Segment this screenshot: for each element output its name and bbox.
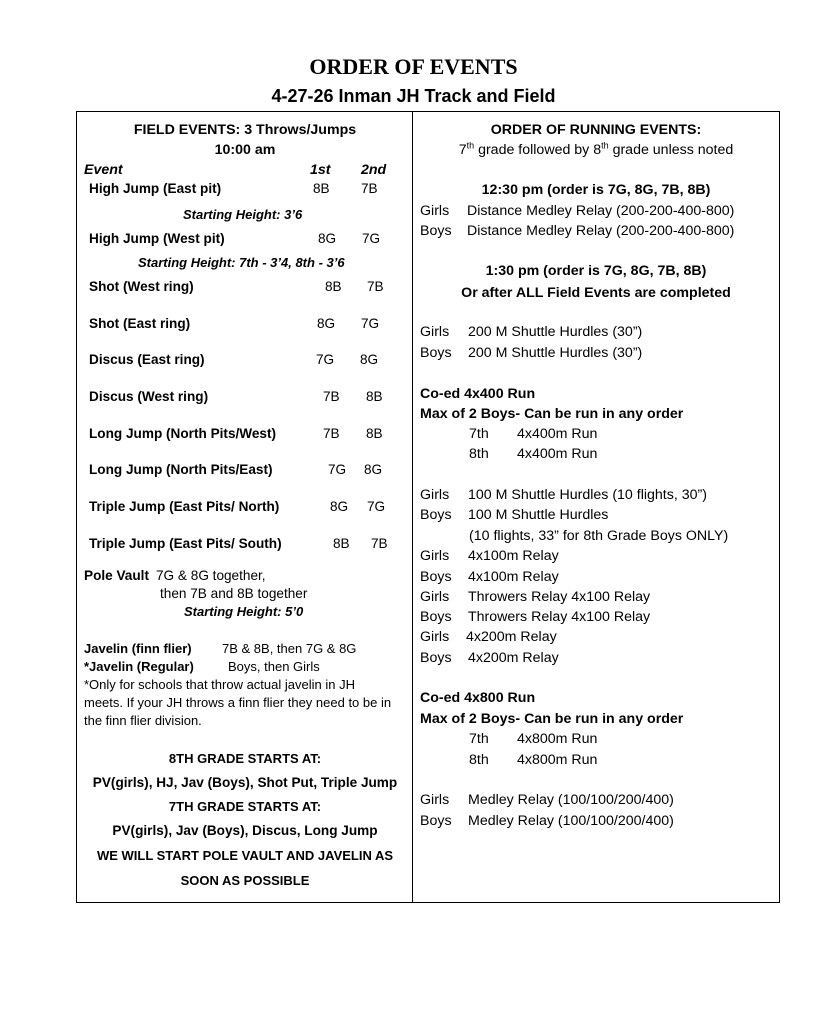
entry-event: 100 M Shuttle Hurdles [468, 507, 609, 523]
event-first: 8G [317, 316, 336, 331]
event-first: 8B [333, 536, 350, 551]
event-second: 7G [361, 316, 380, 331]
coed-4x400-title: Co-ed 4x400 Run [420, 386, 536, 402]
pole-vault-starting-height: Starting Height: 5’0 [184, 604, 304, 619]
entry-grade: 8th [469, 446, 489, 462]
coed-4x400-note: Max of 2 Boys- Can be run in any order [420, 406, 684, 422]
event-name: Discus (East ring) [89, 352, 205, 367]
entry-event: 4x400m Run [517, 446, 598, 462]
event-second: 8B [366, 426, 383, 441]
entry-who: Boys [420, 507, 452, 523]
event-second: 8G [360, 352, 379, 367]
event-first: 8B [313, 181, 330, 196]
entry-event: Medley Relay (100/100/200/400) [468, 813, 674, 829]
javelin-note: *Only for schools that throw actual javelin in JH [84, 677, 355, 692]
event-name: Discus (West ring) [89, 389, 209, 404]
entry-who: Boys [420, 813, 452, 829]
event-name: Long Jump (North Pits/East) [89, 462, 273, 477]
entry-who: Girls [420, 792, 450, 808]
entry-who: Girls [420, 589, 450, 605]
javelin-regular-order: Boys, then Girls [228, 659, 320, 674]
entry-who: Boys [420, 223, 452, 239]
entry-event: 200 M Shuttle Hurdles (30”) [468, 345, 643, 361]
coed-4x800-note: Max of 2 Boys- Can be run in any order [420, 711, 684, 727]
coed-4x800-title: Co-ed 4x800 Run [420, 690, 536, 706]
column-divider [412, 111, 413, 903]
entry-event: Distance Medley Relay (200-200-400-800) [467, 203, 735, 219]
page-subtitle: 4-27-26 Inman JH Track and Field [271, 86, 556, 106]
javelin-finn-order: 7B & 8B, then 7G & 8G [222, 641, 357, 656]
event-name: Shot (East ring) [89, 316, 191, 331]
session-header: 12:30 pm (order is 7G, 8G, 7B, 8B) [481, 182, 711, 198]
event-name: Shot (West ring) [89, 279, 194, 294]
entry-event: 4x200m Relay [468, 650, 559, 666]
event-name: High Jump (West pit) [89, 231, 225, 246]
entry-who: Girls [420, 629, 450, 645]
event-second: 8B [366, 389, 383, 404]
entry-event: 200 M Shuttle Hurdles (30”) [468, 324, 643, 340]
javelin-note: meets. If your JH throws a finn flier they need to be in [84, 695, 392, 710]
entry-who: Girls [420, 487, 450, 503]
event-name: High Jump (East pit) [89, 181, 222, 196]
event-name: Triple Jump (East Pits/ South) [89, 536, 282, 551]
entry-event: Distance Medley Relay (200-200-400-800) [467, 223, 735, 239]
javelin-note: the finn flier division. [84, 713, 202, 728]
session-header: Or after ALL Field Events are completed [461, 285, 731, 301]
session-header: 1:30 pm (order is 7G, 8G, 7B, 8B) [485, 263, 707, 279]
pole-vault-label: Pole Vault [84, 568, 149, 583]
event-name: Long Jump (North Pits/West) [89, 426, 277, 441]
event-first: 7B [323, 389, 340, 404]
pole-vault-order-1: 7G & 8G together, [156, 568, 266, 583]
grade7-events: PV(girls), Jav (Boys), Discus, Long Jump [112, 823, 378, 838]
grade8-header: 8TH GRADE STARTS AT: [168, 751, 322, 766]
column-header-second: 2nd [361, 162, 387, 178]
entry-who: Girls [420, 203, 450, 219]
field-events-header: FIELD EVENTS: 3 Throws/Jumps [133, 122, 357, 138]
entry-note: (10 flights, 33” for 8th Grade Boys ONLY) [469, 528, 729, 544]
entry-who: Girls [420, 548, 450, 564]
entry-grade: 8th [469, 752, 489, 768]
entry-who: Boys [420, 345, 452, 361]
entry-event: 4x200m Relay [466, 629, 557, 645]
entry-event: 4x100m Relay [468, 569, 559, 585]
event-name: Triple Jump (East Pits/ North) [89, 499, 280, 514]
entry-event: 4x800m Run [517, 752, 598, 768]
closing-note: WE WILL START POLE VAULT AND JAVELIN AS [96, 848, 394, 863]
column-header-first: 1st [310, 162, 331, 178]
event-first: 8G [330, 499, 349, 514]
entry-who: Boys [420, 609, 452, 625]
event-first: 7B [323, 426, 340, 441]
javelin-finn-label: Javelin (finn flier) [84, 641, 192, 656]
event-second: 7G [367, 499, 386, 514]
entry-event: Medley Relay (100/100/200/400) [468, 792, 674, 808]
grade8-events: PV(girls), HJ, Jav (Boys), Shot Put, Triple Jump [92, 775, 398, 790]
column-header-event: Event [84, 162, 123, 178]
event-first: 8B [325, 279, 342, 294]
entry-who: Boys [420, 650, 452, 666]
entry-grade: 7th [469, 426, 489, 442]
event-second: 7G [362, 231, 381, 246]
starting-height: Starting Height: 7th - 3’4, 8th - 3’6 [138, 255, 345, 270]
entry-who: Girls [420, 324, 450, 340]
javelin-regular-label: *Javelin (Regular) [84, 659, 194, 674]
starting-height: Starting Height: 3’6 [183, 207, 303, 222]
entry-event: 4x400m Run [517, 426, 598, 442]
entry-event: 4x100m Relay [468, 548, 559, 564]
event-first: 7G [316, 352, 335, 367]
entry-event: 4x800m Run [517, 731, 598, 747]
running-events-note: 7th grade followed by 8th grade unless noted [458, 140, 734, 158]
event-first: 8G [318, 231, 337, 246]
entry-event: Throwers Relay 4x100 Relay [468, 589, 651, 605]
event-second: 7B [371, 536, 388, 551]
running-events-header: ORDER OF RUNNING EVENTS: [490, 122, 702, 138]
pole-vault-order-2: then 7B and 8B together [160, 586, 308, 601]
event-second: 8G [364, 462, 383, 477]
page-title: ORDER OF EVENTS [309, 54, 518, 79]
event-second: 7B [367, 279, 384, 294]
closing-note: SOON AS POSSIBLE [180, 873, 310, 888]
field-events-time: 10:00 am [214, 142, 276, 158]
entry-grade: 7th [469, 731, 489, 747]
event-first: 7G [328, 462, 347, 477]
grade7-header: 7TH GRADE STARTS AT: [168, 799, 322, 814]
entry-event: Throwers Relay 4x100 Relay [468, 609, 651, 625]
entry-event: 100 M Shuttle Hurdles (10 flights, 30”) [468, 487, 707, 503]
entry-who: Boys [420, 569, 452, 585]
event-second: 7B [361, 181, 378, 196]
